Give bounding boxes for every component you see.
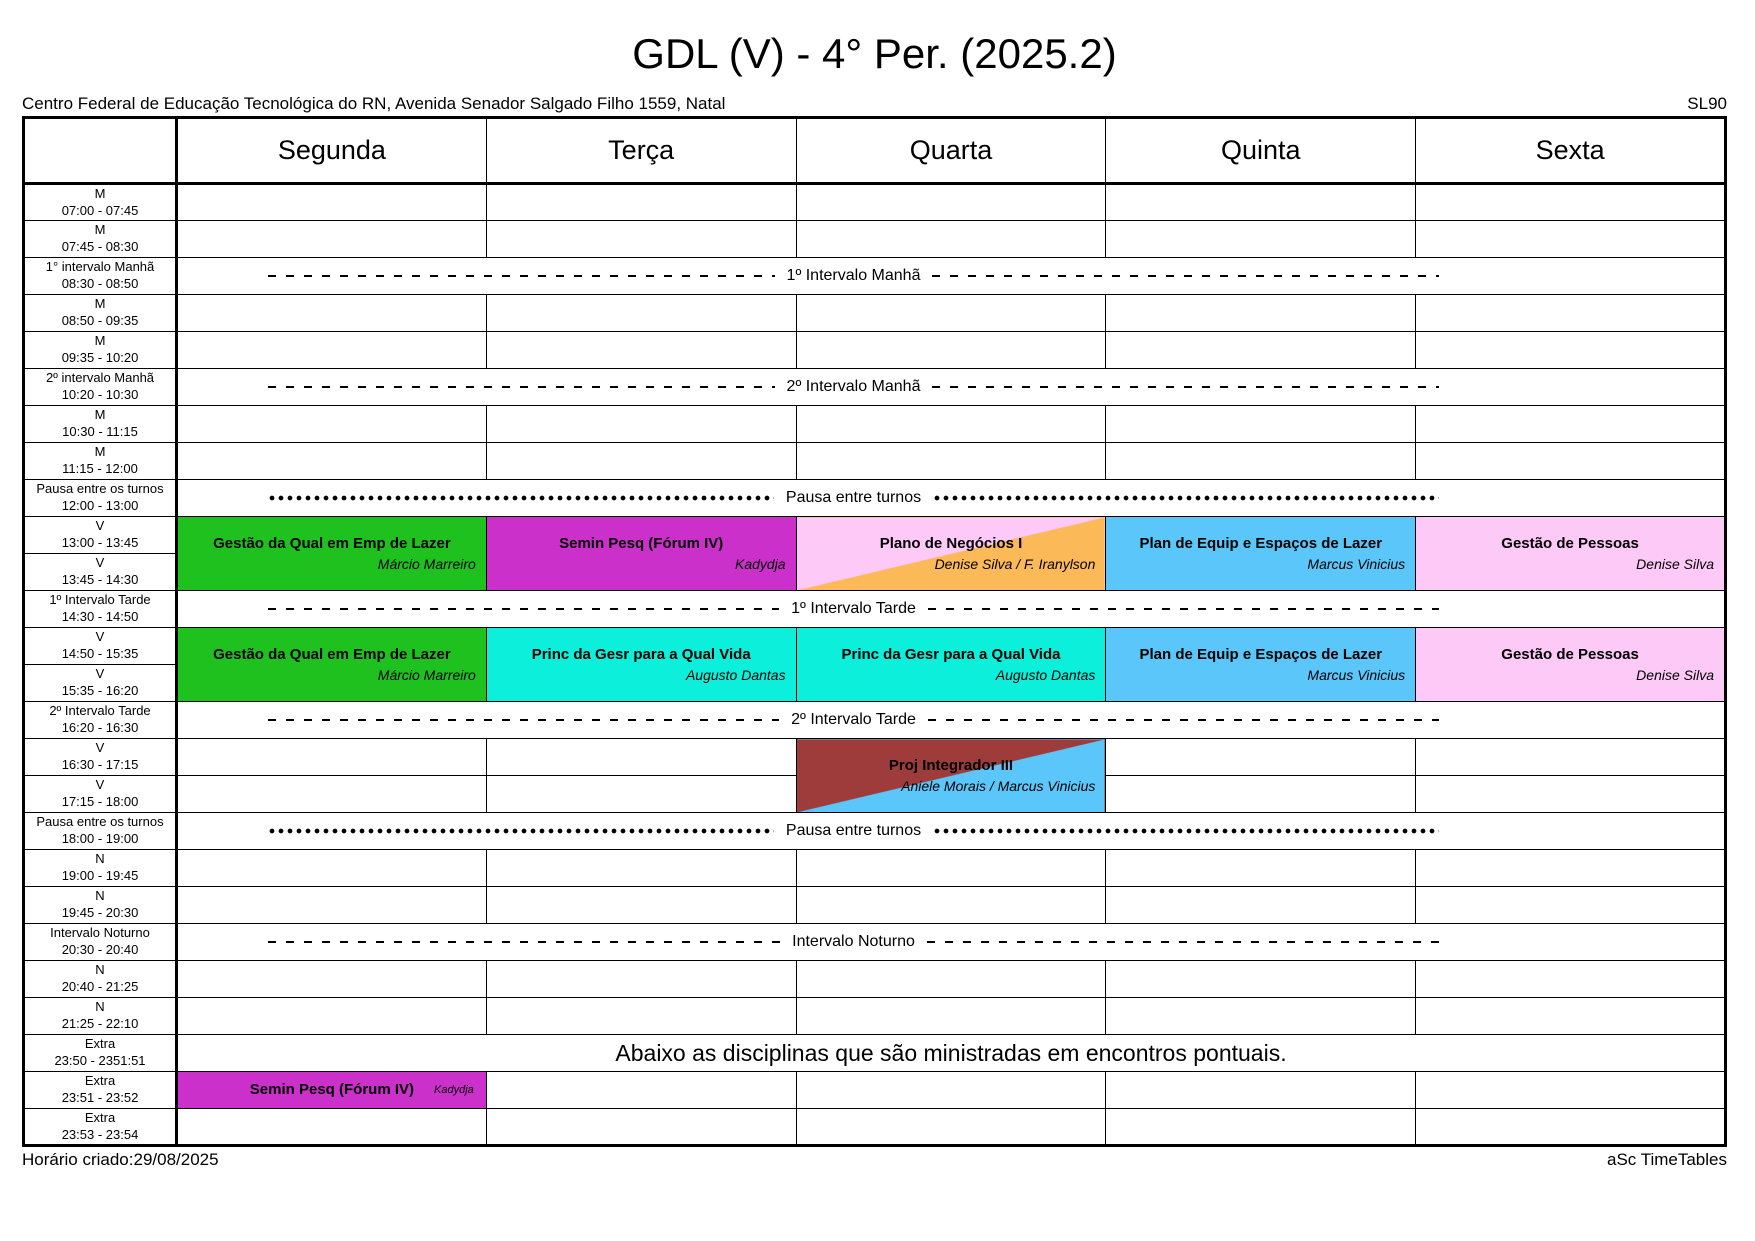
period-name: Extra xyxy=(84,1036,116,1052)
time-label xyxy=(24,1072,177,1109)
empty-slot xyxy=(1106,184,1416,221)
empty-slot xyxy=(1106,295,1416,332)
empty-slot xyxy=(1416,295,1726,332)
teacher-name: Márcio Marreiro xyxy=(377,667,476,684)
teacher-name: Kadydja xyxy=(434,1084,474,1097)
class-block xyxy=(1106,517,1416,591)
time-label xyxy=(24,406,177,443)
time-label xyxy=(24,961,177,998)
interval-row xyxy=(24,924,1726,961)
time-label xyxy=(24,443,177,480)
leader-line xyxy=(268,275,775,277)
empty-slot xyxy=(177,850,487,887)
empty-slot xyxy=(177,184,487,221)
leader-line xyxy=(928,608,1439,610)
empty-slot xyxy=(486,184,796,221)
empty-slot xyxy=(1106,739,1416,776)
empty-slot xyxy=(1106,887,1416,924)
empty-slot xyxy=(1106,332,1416,369)
period-name: M xyxy=(94,185,106,201)
interval-banner xyxy=(177,1035,1726,1072)
slot-row xyxy=(24,739,1726,776)
slot-row xyxy=(24,443,1726,480)
period-name: V xyxy=(95,740,105,756)
empty-slot xyxy=(1106,443,1416,480)
empty-slot xyxy=(177,406,487,443)
period-time: 08:50 - 09:35 xyxy=(61,313,139,328)
empty-slot xyxy=(177,776,487,813)
empty-slot xyxy=(796,221,1106,258)
empty-slot xyxy=(486,406,796,443)
time-label xyxy=(24,665,177,702)
empty-slot xyxy=(796,998,1106,1035)
footer xyxy=(22,1150,1727,1170)
empty-slot xyxy=(486,1109,796,1146)
period-name: N xyxy=(95,962,105,978)
time-label xyxy=(24,221,177,258)
period-name: V xyxy=(95,518,105,534)
empty-slot xyxy=(1416,406,1726,443)
leader-line xyxy=(268,608,779,610)
empty-slot xyxy=(796,184,1106,221)
slot-row xyxy=(24,517,1726,554)
time-label xyxy=(24,702,177,739)
interval-row xyxy=(24,702,1726,739)
period-time: 17:15 - 18:00 xyxy=(61,794,139,809)
slot-row xyxy=(24,998,1726,1035)
period-name: V xyxy=(95,777,105,793)
interval-banner xyxy=(177,813,1726,850)
interval-row xyxy=(24,258,1726,295)
class-block xyxy=(796,739,1106,813)
empty-slot xyxy=(1416,998,1726,1035)
empty-slot xyxy=(1416,221,1726,258)
teacher-name: Marcus Vinicius xyxy=(1307,556,1406,573)
subject-name: Semin Pesq (Fórum IV) xyxy=(559,534,724,552)
time-label xyxy=(24,517,177,554)
period-name: Extra xyxy=(84,1109,116,1125)
empty-slot xyxy=(1416,887,1726,924)
teacher-name: Kadydja xyxy=(735,556,786,573)
period-time: 23:50 - 2351:51 xyxy=(54,1053,146,1068)
corner-cell xyxy=(24,118,177,184)
leader-line xyxy=(933,494,1439,502)
period-time: 23:53 - 23:54 xyxy=(61,1126,139,1142)
empty-slot xyxy=(486,443,796,480)
period-time: 20:40 - 21:25 xyxy=(61,979,139,994)
empty-slot xyxy=(486,961,796,998)
empty-slot xyxy=(796,443,1106,480)
period-time: 19:00 - 19:45 xyxy=(61,868,139,883)
time-label xyxy=(24,887,177,924)
empty-slot xyxy=(486,221,796,258)
teacher-name: Augusto Dantas xyxy=(995,667,1096,684)
period-name: V xyxy=(95,629,105,645)
period-time: 16:30 - 17:15 xyxy=(61,757,139,772)
interval-banner xyxy=(177,369,1726,406)
empty-slot xyxy=(177,887,487,924)
footer-brand: aSc TimeTables xyxy=(1607,1150,1727,1169)
day-header: Segunda xyxy=(177,118,487,184)
period-time: 19:45 - 20:30 xyxy=(61,905,139,920)
time-label xyxy=(24,924,177,961)
class-block xyxy=(796,517,1106,591)
class-block xyxy=(1416,628,1726,702)
leader-line xyxy=(928,719,1439,721)
teacher-name: Denise Silva / F. Iranylson xyxy=(934,556,1096,573)
subject-name: Plan de Equip e Espaços de Lazer xyxy=(1139,534,1383,552)
empty-slot xyxy=(486,332,796,369)
timetable xyxy=(22,116,1727,1147)
day-header: Quarta xyxy=(796,118,1106,184)
time-label xyxy=(24,480,177,517)
page-title: GDL (V) - 4° Per. (2025.2) xyxy=(632,30,1117,77)
period-name: M xyxy=(94,222,106,238)
interval-row xyxy=(24,1035,1726,1072)
period-name: M xyxy=(94,444,106,460)
day-header: Quinta xyxy=(1106,118,1416,184)
class-block xyxy=(1106,628,1416,702)
empty-slot xyxy=(796,332,1106,369)
slot-row xyxy=(24,1109,1726,1146)
leader-line xyxy=(268,827,774,835)
period-time: 11:15 - 12:00 xyxy=(62,461,138,476)
period-name: M xyxy=(94,333,106,349)
subject-name: Gestão da Qual em Emp de Lazer xyxy=(213,645,451,663)
teacher-name: Augusto Dantas xyxy=(685,667,786,684)
slot-row xyxy=(24,221,1726,258)
slot-row xyxy=(24,332,1726,369)
time-label xyxy=(24,1035,177,1072)
period-name: M xyxy=(94,296,106,312)
class-block xyxy=(177,1072,487,1109)
empty-slot xyxy=(1106,406,1416,443)
period-time: 13:45 - 14:30 xyxy=(61,572,139,587)
slot-row xyxy=(24,628,1726,665)
empty-slot xyxy=(486,1072,796,1109)
time-label xyxy=(24,295,177,332)
time-label xyxy=(24,998,177,1035)
teacher-name: Marcus Vinicius xyxy=(1307,667,1406,684)
period-time: 20:30 - 20:40 xyxy=(61,942,139,957)
teacher-name: Denise Silva xyxy=(1636,556,1714,573)
period-time: 09:35 - 10:20 xyxy=(61,350,139,365)
empty-slot xyxy=(796,295,1106,332)
time-label xyxy=(24,258,177,295)
subject-name: Plano de Negócios I xyxy=(879,534,1023,552)
class-block xyxy=(1416,517,1726,591)
empty-slot xyxy=(1106,850,1416,887)
empty-slot xyxy=(486,998,796,1035)
empty-slot xyxy=(177,739,487,776)
empty-slot xyxy=(1106,221,1416,258)
interval-banner-text: Abaixo as disciplinas que são ministradas em encontros pontuais. xyxy=(615,1039,1287,1066)
period-time: 21:25 - 22:10 xyxy=(61,1016,139,1031)
class-block xyxy=(177,517,487,591)
time-label xyxy=(24,184,177,221)
interval-banner-text: 1º Intervalo Manhã xyxy=(786,267,921,284)
footer-created: Horário criado:29/08/2025 xyxy=(22,1150,219,1169)
empty-slot xyxy=(1416,961,1726,998)
empty-slot xyxy=(486,739,796,776)
slot-row xyxy=(24,887,1726,924)
empty-slot xyxy=(1106,998,1416,1035)
interval-row xyxy=(24,813,1726,850)
empty-slot xyxy=(486,295,796,332)
leader-line xyxy=(932,386,1439,388)
period-time: 23:51 - 23:52 xyxy=(61,1090,139,1105)
leader-line xyxy=(268,719,779,721)
slot-row xyxy=(24,295,1726,332)
empty-slot xyxy=(796,1109,1106,1146)
period-name: V xyxy=(95,555,105,571)
period-time: 16:20 - 16:30 xyxy=(61,720,139,735)
empty-slot xyxy=(177,295,487,332)
period-name: Pausa entre os turnos xyxy=(36,814,164,830)
empty-slot xyxy=(1416,1072,1726,1109)
period-name: V xyxy=(95,666,105,682)
period-name: 1° intervalo Manhã xyxy=(45,259,155,275)
interval-banner-text: Pausa entre turnos xyxy=(785,822,922,839)
subject-name: Semin Pesq (Fórum IV) xyxy=(249,1080,414,1098)
period-time: 10:20 - 10:30 xyxy=(61,387,139,402)
leader-line xyxy=(268,494,774,502)
empty-slot xyxy=(1416,1109,1726,1146)
slot-row xyxy=(24,184,1726,221)
period-time: 08:30 - 08:50 xyxy=(61,276,139,291)
period-name: M xyxy=(94,407,106,423)
interval-banner-text: Pausa entre turnos xyxy=(785,489,922,506)
empty-slot xyxy=(796,887,1106,924)
subject-name: Plan de Equip e Espaços de Lazer xyxy=(1139,645,1383,663)
time-label xyxy=(24,554,177,591)
interval-row xyxy=(24,480,1726,517)
subheader xyxy=(22,94,1727,114)
subject-name: Princ da Gesr para a Qual Vida xyxy=(841,645,1061,663)
interval-banner xyxy=(177,591,1726,628)
subject-name: Proj Integrador III xyxy=(888,756,1014,774)
time-label xyxy=(24,369,177,406)
empty-slot xyxy=(796,850,1106,887)
interval-banner xyxy=(177,480,1726,517)
interval-banner-text: 1º Intervalo Tarde xyxy=(791,600,916,617)
period-name: 1º Intervalo Tarde xyxy=(49,592,151,608)
time-label xyxy=(24,332,177,369)
class-block xyxy=(796,628,1106,702)
period-name: Intervalo Noturno xyxy=(50,925,150,941)
subject-name: Gestão da Qual em Emp de Lazer xyxy=(213,534,451,552)
period-time: 18:00 - 19:00 xyxy=(61,831,139,846)
interval-banner xyxy=(177,924,1726,961)
class-block xyxy=(486,517,796,591)
institution-address: Centro Federal de Educação Tecnológica do RN, Avenida Senador Salgado Filho 1559, Natal xyxy=(22,94,726,113)
period-time: 10:30 - 11:15 xyxy=(62,424,138,439)
empty-slot xyxy=(177,443,487,480)
period-time: 07:00 - 07:45 xyxy=(61,202,139,218)
empty-slot xyxy=(796,961,1106,998)
leader-line xyxy=(268,386,775,388)
time-label xyxy=(24,1109,177,1146)
time-label xyxy=(24,739,177,776)
time-label xyxy=(24,776,177,813)
room-label: SL90 xyxy=(1687,94,1727,113)
empty-slot xyxy=(177,332,487,369)
slot-row xyxy=(24,406,1726,443)
interval-banner-text: 2º Intervalo Tarde xyxy=(791,711,916,728)
empty-slot xyxy=(1416,739,1726,776)
empty-slot xyxy=(1106,961,1416,998)
period-name: 2º intervalo Manhã xyxy=(45,370,155,386)
interval-row xyxy=(24,591,1726,628)
day-header: Terça xyxy=(486,118,796,184)
interval-row xyxy=(24,369,1726,406)
empty-slot xyxy=(796,406,1106,443)
empty-slot xyxy=(1416,850,1726,887)
time-label xyxy=(24,813,177,850)
period-name: Extra xyxy=(84,1073,116,1089)
subject-name: Princ da Gesr para a Qual Vida xyxy=(531,645,751,663)
period-time: 14:50 - 15:35 xyxy=(61,646,139,661)
subject-name: Gestão de Pessoas xyxy=(1501,645,1639,663)
time-label xyxy=(24,850,177,887)
interval-banner xyxy=(177,702,1726,739)
teacher-name: Márcio Marreiro xyxy=(377,556,476,573)
interval-banner xyxy=(177,258,1726,295)
interval-banner-text: Intervalo Noturno xyxy=(792,933,915,950)
empty-slot xyxy=(1106,776,1416,813)
empty-slot xyxy=(1416,776,1726,813)
period-name: N xyxy=(95,851,105,867)
teacher-name: Denise Silva xyxy=(1636,667,1714,684)
time-label xyxy=(24,591,177,628)
leader-line xyxy=(268,941,780,943)
empty-slot xyxy=(177,221,487,258)
empty-slot xyxy=(177,1109,487,1146)
period-time: 13:00 - 13:45 xyxy=(61,535,139,550)
period-name: Pausa entre os turnos xyxy=(36,481,164,497)
empty-slot xyxy=(177,961,487,998)
day-header-row xyxy=(24,118,1726,184)
empty-slot xyxy=(1106,1072,1416,1109)
empty-slot xyxy=(486,776,796,813)
subject-name: Gestão de Pessoas xyxy=(1501,534,1639,552)
leader-line xyxy=(932,275,1439,277)
period-name: N xyxy=(95,888,105,904)
class-block xyxy=(177,628,487,702)
slot-row xyxy=(24,850,1726,887)
teacher-name: Aniele Morais / Marcus Vinicius xyxy=(901,778,1096,795)
interval-banner-text: 2º Intervalo Manhã xyxy=(786,378,921,395)
period-time: 14:30 - 14:50 xyxy=(61,609,139,624)
timetable-body xyxy=(24,184,1726,1146)
period-name: N xyxy=(95,999,105,1015)
period-time: 12:00 - 13:00 xyxy=(61,498,139,513)
period-name: 2º Intervalo Tarde xyxy=(49,703,151,719)
period-time: 15:35 - 16:20 xyxy=(61,683,139,698)
day-header: Sexta xyxy=(1416,118,1726,184)
empty-slot xyxy=(796,1072,1106,1109)
slot-row xyxy=(24,961,1726,998)
leader-line xyxy=(927,941,1439,943)
empty-slot xyxy=(1106,1109,1416,1146)
empty-slot xyxy=(1416,184,1726,221)
slot-row xyxy=(24,1072,1726,1109)
time-label xyxy=(24,628,177,665)
empty-slot xyxy=(486,850,796,887)
empty-slot xyxy=(1416,443,1726,480)
class-block xyxy=(486,628,796,702)
leader-line xyxy=(933,827,1439,835)
empty-slot xyxy=(1416,332,1726,369)
period-time: 07:45 - 08:30 xyxy=(61,239,139,254)
empty-slot xyxy=(486,887,796,924)
empty-slot xyxy=(177,998,487,1035)
